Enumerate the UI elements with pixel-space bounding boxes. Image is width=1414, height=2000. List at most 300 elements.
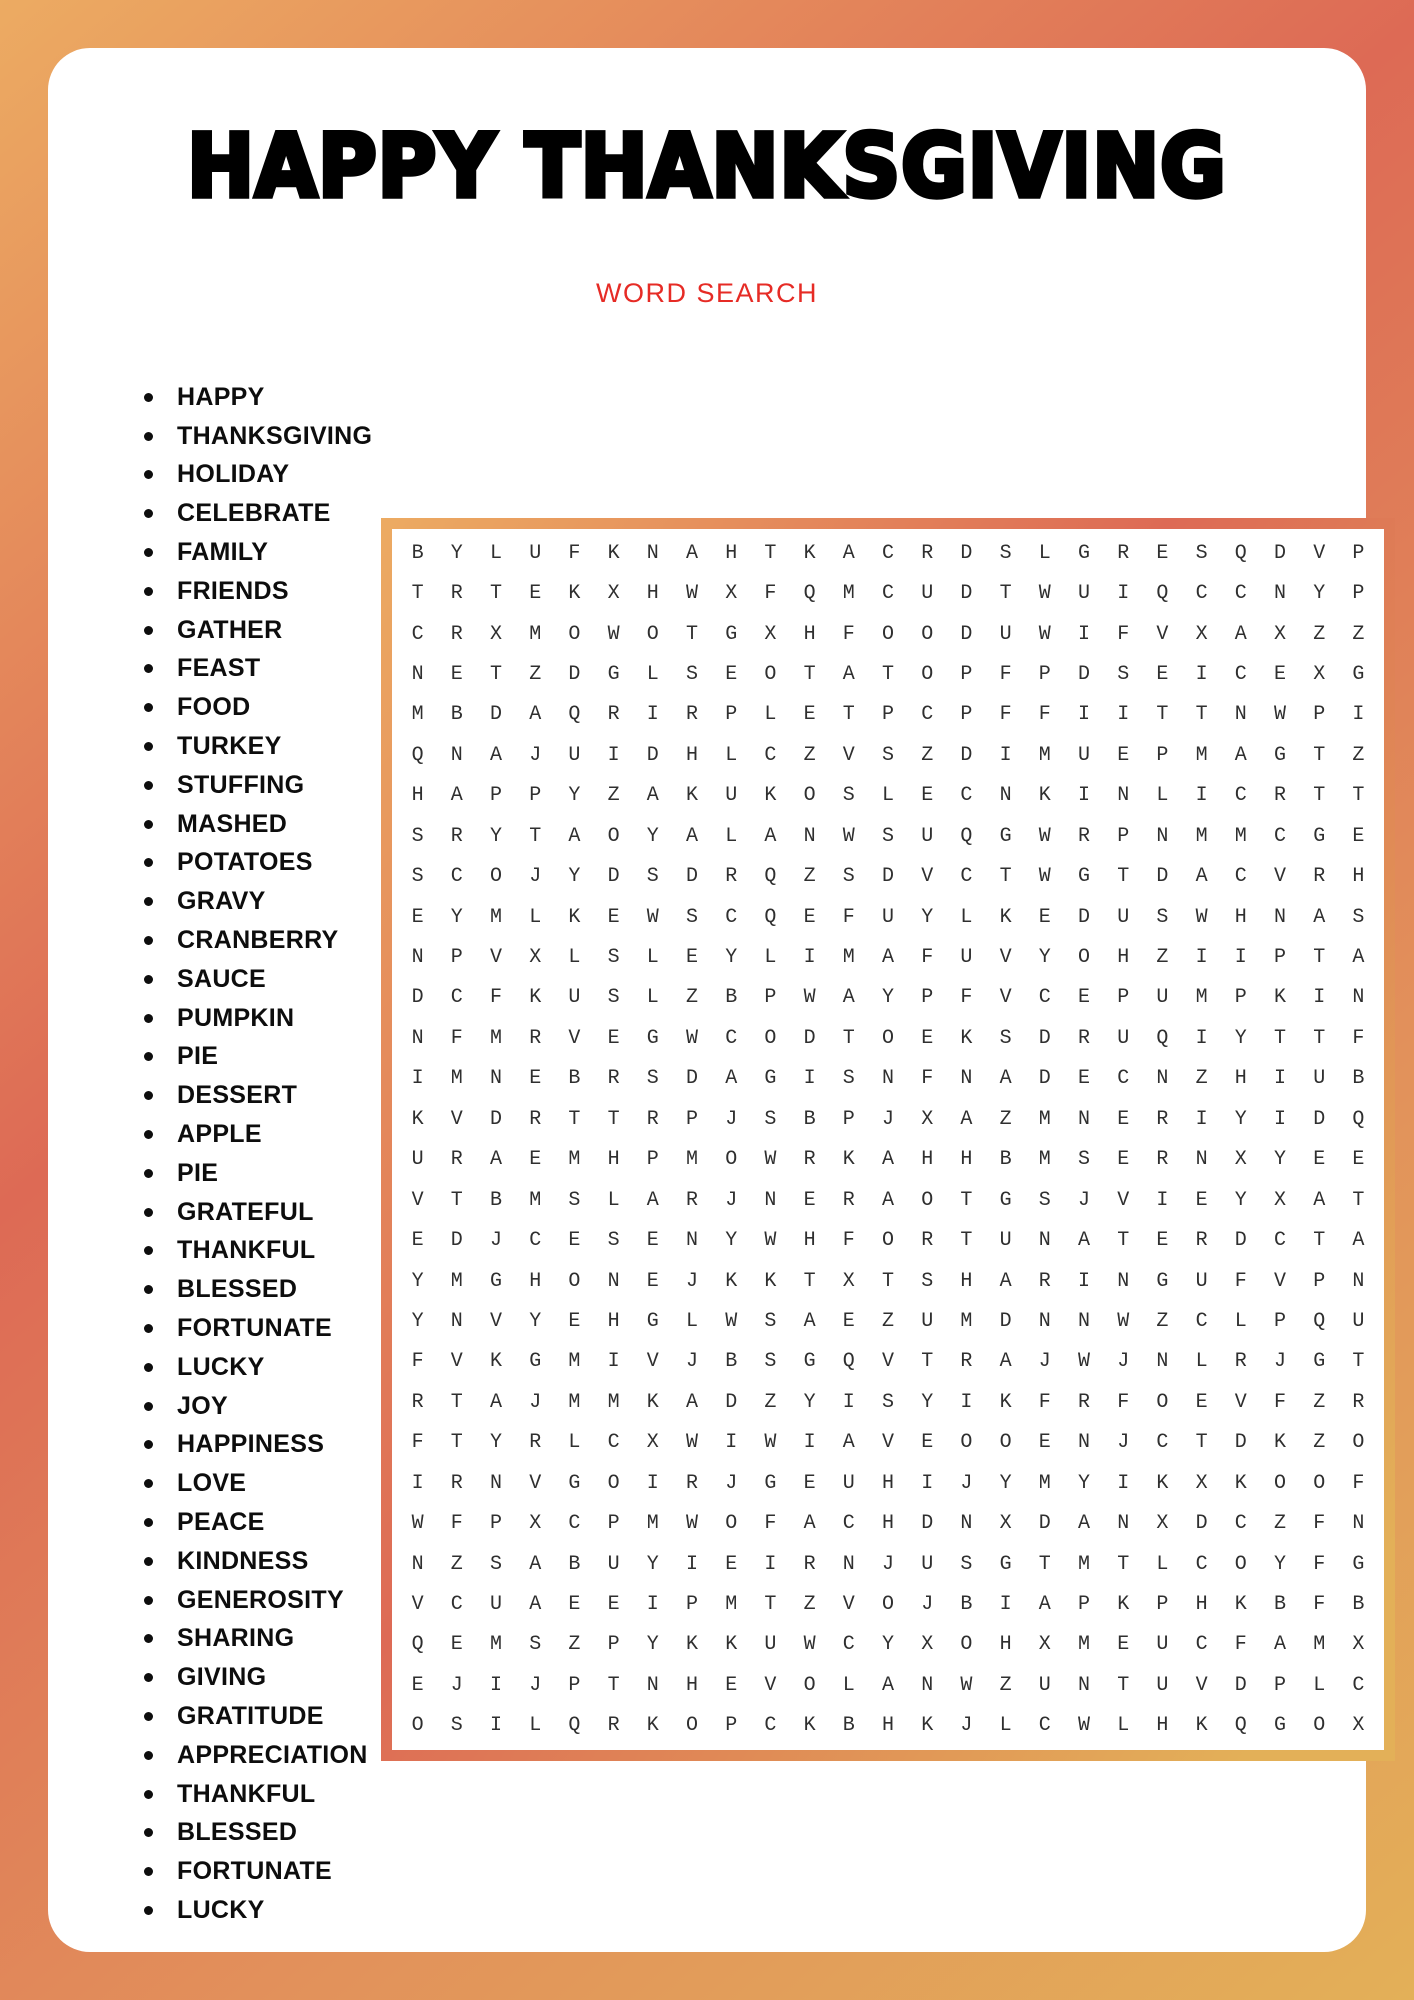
grid-cell[interactable]: U — [1077, 743, 1090, 767]
grid-cell[interactable]: G — [764, 1471, 777, 1495]
grid-cell[interactable]: L — [764, 703, 777, 727]
grid-cell[interactable]: N — [1038, 1309, 1051, 1333]
grid-cell[interactable]: I — [999, 1592, 1012, 1616]
grid-cell[interactable]: F — [764, 582, 777, 606]
grid-cell[interactable]: C — [450, 1592, 463, 1616]
grid-cell[interactable]: T — [1313, 1026, 1326, 1050]
grid-cell[interactable]: V — [1234, 1390, 1247, 1414]
grid-cell[interactable]: D — [1156, 865, 1169, 889]
grid-cell[interactable]: R — [1077, 824, 1090, 848]
grid-cell[interactable]: L — [489, 541, 502, 565]
grid-cell[interactable]: M — [1077, 1633, 1090, 1657]
grid-cell[interactable]: O — [764, 1026, 777, 1050]
grid-cell[interactable]: P — [1273, 1673, 1286, 1697]
grid-cell[interactable]: H — [1234, 1067, 1247, 1091]
grid-cell[interactable]: V — [568, 1026, 581, 1050]
grid-cell[interactable]: P — [842, 1107, 855, 1131]
grid-cell[interactable]: Q — [411, 743, 424, 767]
grid-cell[interactable]: Z — [881, 1309, 894, 1333]
grid-cell[interactable]: L — [725, 824, 738, 848]
grid-cell[interactable]: P — [725, 1714, 738, 1738]
grid-cell[interactable]: I — [1077, 1269, 1090, 1293]
grid-cell[interactable]: J — [725, 1107, 738, 1131]
grid-cell[interactable]: X — [1313, 663, 1326, 686]
grid-cell[interactable]: T — [1117, 865, 1130, 889]
grid-cell[interactable]: U — [1156, 1633, 1169, 1657]
grid-cell[interactable]: H — [881, 1471, 894, 1495]
grid-cell[interactable]: E — [529, 1067, 542, 1091]
grid-cell[interactable]: F — [842, 1229, 855, 1253]
grid-cell[interactable]: E — [725, 1552, 738, 1576]
grid-cell[interactable]: J — [529, 1390, 542, 1414]
grid-cell[interactable]: I — [1077, 784, 1090, 808]
grid-cell[interactable]: A — [881, 946, 894, 970]
grid-cell[interactable]: X — [842, 1269, 855, 1293]
grid-cell[interactable]: D — [1234, 1229, 1247, 1253]
grid-cell[interactable]: S — [411, 865, 424, 889]
grid-cell[interactable]: W — [1077, 1714, 1090, 1738]
grid-cell[interactable]: I — [1195, 784, 1208, 808]
grid-cell[interactable]: C — [1195, 582, 1208, 606]
grid-cell[interactable]: S — [529, 1633, 542, 1657]
grid-cell[interactable]: S — [1077, 1148, 1090, 1172]
grid-cell[interactable]: A — [803, 1512, 816, 1536]
grid-cell[interactable]: Y — [1313, 582, 1326, 606]
grid-cell[interactable]: J — [1077, 1188, 1090, 1212]
grid-cell[interactable]: P — [1352, 582, 1365, 606]
grid-cell[interactable]: R — [646, 1107, 659, 1131]
grid-cell[interactable]: T — [1313, 1229, 1326, 1253]
grid-cell[interactable]: L — [881, 784, 894, 808]
grid-cell[interactable]: D — [489, 703, 502, 727]
grid-cell[interactable]: L — [1313, 1673, 1326, 1697]
grid-cell[interactable]: E — [607, 1592, 620, 1616]
grid-cell[interactable]: M — [646, 1512, 659, 1536]
grid-cell[interactable]: Y — [489, 824, 502, 848]
grid-cell[interactable]: N — [411, 946, 424, 970]
grid-cell[interactable]: N — [1352, 1269, 1365, 1293]
grid-cell[interactable]: X — [921, 1633, 934, 1657]
grid-cell[interactable]: R — [450, 824, 463, 848]
grid-cell[interactable]: N — [1077, 1673, 1090, 1697]
grid-cell[interactable]: P — [1352, 541, 1365, 565]
grid-cell[interactable]: B — [489, 1188, 502, 1212]
grid-cell[interactable]: A — [646, 1188, 659, 1212]
grid-cell[interactable]: U — [764, 1633, 777, 1657]
grid-cell[interactable]: R — [921, 541, 934, 565]
grid-cell[interactable]: V — [1156, 622, 1169, 646]
grid-cell[interactable]: W — [764, 1431, 777, 1455]
grid-cell[interactable]: Z — [803, 743, 816, 767]
grid-cell[interactable]: D — [725, 1390, 738, 1414]
grid-cell[interactable]: U — [489, 1592, 502, 1616]
grid-cell[interactable]: Y — [725, 946, 738, 970]
grid-cell[interactable]: E — [1156, 1229, 1169, 1253]
grid-cell[interactable]: Y — [1077, 1471, 1090, 1495]
grid-cell[interactable]: T — [999, 582, 1012, 606]
grid-cell[interactable]: R — [529, 1107, 542, 1131]
grid-cell[interactable]: S — [685, 905, 698, 929]
grid-cell[interactable]: D — [960, 582, 973, 606]
grid-cell[interactable]: T — [450, 1390, 463, 1414]
grid-cell[interactable]: T — [999, 865, 1012, 889]
grid-cell[interactable]: L — [529, 1714, 542, 1738]
grid-cell[interactable]: H — [881, 1512, 894, 1536]
grid-cell[interactable]: Y — [568, 784, 581, 808]
grid-cell[interactable]: E — [1195, 1390, 1208, 1414]
grid-cell[interactable]: I — [803, 1431, 816, 1455]
grid-cell[interactable]: F — [999, 663, 1012, 686]
grid-cell[interactable]: S — [1352, 905, 1365, 929]
grid-cell[interactable]: A — [999, 1269, 1012, 1293]
grid-cell[interactable]: S — [842, 1067, 855, 1091]
grid-cell[interactable]: S — [489, 1552, 502, 1576]
grid-cell[interactable]: O — [881, 1229, 894, 1253]
grid-cell[interactable]: C — [842, 1512, 855, 1536]
grid-cell[interactable]: P — [725, 703, 738, 727]
grid-cell[interactable]: O — [803, 784, 816, 808]
grid-cell[interactable]: A — [450, 784, 463, 808]
grid-cell[interactable]: U — [568, 986, 581, 1010]
grid-cell[interactable]: L — [1156, 1552, 1169, 1576]
grid-cell[interactable]: R — [921, 1229, 934, 1253]
grid-cell[interactable]: L — [646, 946, 659, 970]
grid-cell[interactable]: F — [411, 1431, 424, 1455]
grid-cell[interactable]: R — [450, 622, 463, 646]
grid-cell[interactable]: V — [450, 1107, 463, 1131]
grid-cell[interactable]: Z — [1313, 1431, 1326, 1455]
grid-cell[interactable]: C — [725, 905, 738, 929]
grid-cell[interactable]: E — [1273, 663, 1286, 686]
grid-cell[interactable]: Z — [1156, 1309, 1169, 1333]
grid-cell[interactable]: I — [1234, 946, 1247, 970]
grid-cell[interactable]: P — [1077, 1592, 1090, 1616]
grid-cell[interactable]: K — [803, 541, 816, 565]
grid-cell[interactable]: Q — [764, 865, 777, 889]
grid-cell[interactable]: O — [921, 663, 934, 686]
grid-cell[interactable]: H — [646, 582, 659, 606]
grid-cell[interactable]: B — [725, 1350, 738, 1374]
grid-cell[interactable]: Q — [842, 1350, 855, 1374]
grid-cell[interactable]: S — [842, 784, 855, 808]
grid-cell[interactable]: F — [568, 541, 581, 565]
grid-cell[interactable]: L — [607, 1188, 620, 1212]
grid-cell[interactable]: S — [764, 1309, 777, 1333]
grid-cell[interactable]: K — [1156, 1471, 1169, 1495]
grid-cell[interactable]: J — [685, 1350, 698, 1374]
grid-cell[interactable]: K — [529, 986, 542, 1010]
grid-cell[interactable]: L — [842, 1673, 855, 1697]
grid-cell[interactable]: C — [960, 784, 973, 808]
grid-cell[interactable]: Z — [1273, 1512, 1286, 1536]
grid-cell[interactable]: H — [1234, 905, 1247, 929]
grid-cell[interactable]: F — [411, 1350, 424, 1374]
grid-cell[interactable]: K — [568, 905, 581, 929]
grid-cell[interactable]: M — [1038, 743, 1051, 767]
grid-cell[interactable]: E — [568, 1229, 581, 1253]
grid-cell[interactable]: R — [685, 1471, 698, 1495]
grid-cell[interactable]: U — [1156, 986, 1169, 1010]
grid-cell[interactable]: L — [646, 663, 659, 686]
grid-cell[interactable]: F — [1038, 1390, 1051, 1414]
grid-cell[interactable]: M — [450, 1067, 463, 1091]
grid-cell[interactable]: V — [842, 1592, 855, 1616]
grid-cell[interactable]: P — [1234, 986, 1247, 1010]
grid-cell[interactable]: D — [881, 865, 894, 889]
grid-cell[interactable]: E — [568, 1592, 581, 1616]
grid-cell[interactable]: L — [1117, 1714, 1130, 1738]
grid-cell[interactable]: I — [489, 1714, 502, 1738]
grid-cell[interactable]: A — [529, 1552, 542, 1576]
grid-cell[interactable]: W — [607, 622, 620, 646]
grid-cell[interactable]: T — [1117, 1552, 1130, 1576]
grid-cell[interactable]: C — [1234, 784, 1247, 808]
grid-cell[interactable]: C — [764, 1714, 777, 1738]
grid-cell[interactable]: M — [489, 1633, 502, 1657]
grid-cell[interactable]: N — [1156, 1067, 1169, 1091]
grid-cell[interactable]: H — [685, 1673, 698, 1697]
grid-cell[interactable]: O — [725, 1512, 738, 1536]
grid-cell[interactable]: E — [1352, 824, 1365, 848]
grid-cell[interactable]: C — [450, 986, 463, 1010]
grid-cell[interactable]: W — [1117, 1309, 1130, 1333]
grid-cell[interactable]: R — [1038, 1269, 1051, 1293]
grid-cell[interactable]: N — [1077, 1107, 1090, 1131]
grid-cell[interactable]: W — [685, 1512, 698, 1536]
grid-cell[interactable]: D — [1038, 1026, 1051, 1050]
grid-cell[interactable]: R — [842, 1188, 855, 1212]
grid-cell[interactable]: Y — [803, 1390, 816, 1414]
grid-cell[interactable]: O — [1313, 1714, 1326, 1738]
grid-cell[interactable]: A — [842, 541, 855, 565]
grid-cell[interactable]: X — [921, 1107, 934, 1131]
grid-cell[interactable]: W — [764, 1148, 777, 1172]
grid-cell[interactable]: J — [960, 1471, 973, 1495]
grid-cell[interactable]: Z — [921, 743, 934, 767]
grid-cell[interactable]: A — [1077, 1229, 1090, 1253]
grid-cell[interactable]: S — [960, 1552, 973, 1576]
grid-cell[interactable]: U — [529, 541, 542, 565]
grid-cell[interactable]: T — [450, 1188, 463, 1212]
grid-cell[interactable]: A — [764, 824, 777, 848]
grid-cell[interactable]: K — [1273, 1431, 1286, 1455]
grid-cell[interactable]: T — [1117, 1673, 1130, 1697]
grid-cell[interactable]: E — [842, 1309, 855, 1333]
grid-cell[interactable]: P — [529, 784, 542, 808]
grid-cell[interactable]: K — [999, 1390, 1012, 1414]
grid-cell[interactable]: S — [1156, 905, 1169, 929]
grid-cell[interactable]: N — [1117, 1269, 1130, 1293]
grid-cell[interactable]: K — [1234, 1471, 1247, 1495]
grid-cell[interactable]: Y — [1038, 946, 1051, 970]
grid-cell[interactable]: G — [489, 1269, 502, 1293]
grid-cell[interactable]: V — [881, 1431, 894, 1455]
grid-cell[interactable]: I — [1156, 1188, 1169, 1212]
grid-cell[interactable]: S — [1195, 541, 1208, 565]
grid-cell[interactable]: N — [411, 1026, 424, 1050]
grid-cell[interactable]: G — [764, 1067, 777, 1091]
grid-cell[interactable]: Y — [1273, 1552, 1286, 1576]
grid-cell[interactable]: O — [607, 824, 620, 848]
grid-cell[interactable]: X — [764, 622, 777, 646]
grid-cell[interactable]: W — [646, 905, 659, 929]
grid-cell[interactable]: I — [1195, 1026, 1208, 1050]
grid-cell[interactable]: O — [646, 622, 659, 646]
grid-cell[interactable]: G — [1352, 1552, 1365, 1576]
grid-cell[interactable]: O — [764, 663, 777, 686]
grid-cell[interactable]: I — [803, 1067, 816, 1091]
grid-cell[interactable]: W — [1038, 824, 1051, 848]
grid-cell[interactable]: A — [489, 1148, 502, 1172]
grid-cell[interactable]: N — [960, 1067, 973, 1091]
grid-cell[interactable]: E — [803, 1471, 816, 1495]
grid-cell[interactable]: R — [411, 1390, 424, 1414]
grid-cell[interactable]: G — [999, 1188, 1012, 1212]
grid-cell[interactable]: F — [1117, 622, 1130, 646]
grid-cell[interactable]: R — [725, 865, 738, 889]
grid-cell[interactable]: A — [685, 541, 698, 565]
grid-cell[interactable]: E — [725, 1673, 738, 1697]
grid-cell[interactable]: M — [725, 1592, 738, 1616]
grid-cell[interactable]: T — [1273, 1026, 1286, 1050]
grid-cell[interactable]: N — [411, 663, 424, 686]
grid-cell[interactable]: V — [646, 1350, 659, 1374]
grid-cell[interactable]: C — [1273, 1229, 1286, 1253]
grid-cell[interactable]: E — [568, 1309, 581, 1333]
grid-cell[interactable]: V — [842, 743, 855, 767]
grid-cell[interactable]: T — [685, 622, 698, 646]
grid-cell[interactable]: J — [960, 1714, 973, 1738]
grid-cell[interactable]: P — [685, 1592, 698, 1616]
grid-cell[interactable]: J — [725, 1188, 738, 1212]
letter-grid[interactable] — [392, 529, 1384, 1750]
grid-cell[interactable]: P — [489, 1512, 502, 1536]
grid-cell[interactable]: R — [450, 582, 463, 606]
grid-cell[interactable]: Y — [646, 1552, 659, 1576]
grid-cell[interactable]: N — [1352, 1512, 1365, 1536]
grid-cell[interactable]: R — [803, 1552, 816, 1576]
grid-cell[interactable]: E — [725, 663, 738, 686]
grid-cell[interactable]: B — [842, 1714, 855, 1738]
grid-cell[interactable]: W — [1038, 622, 1051, 646]
grid-cell[interactable]: C — [450, 865, 463, 889]
grid-cell[interactable]: O — [489, 865, 502, 889]
grid-cell[interactable]: G — [1156, 1269, 1169, 1293]
grid-cell[interactable]: U — [1195, 1269, 1208, 1293]
grid-cell[interactable]: D — [1313, 1107, 1326, 1131]
grid-cell[interactable]: D — [489, 1107, 502, 1131]
grid-cell[interactable]: F — [960, 986, 973, 1010]
grid-cell[interactable]: L — [999, 1714, 1012, 1738]
grid-cell[interactable]: P — [1117, 986, 1130, 1010]
grid-cell[interactable]: C — [1195, 1633, 1208, 1657]
grid-cell[interactable]: Q — [1156, 1026, 1169, 1050]
grid-cell[interactable]: O — [960, 1431, 973, 1455]
grid-cell[interactable]: J — [881, 1107, 894, 1131]
grid-cell[interactable]: R — [607, 1067, 620, 1091]
grid-cell[interactable]: R — [803, 1148, 816, 1172]
grid-cell[interactable]: F — [1038, 703, 1051, 727]
grid-cell[interactable]: R — [607, 703, 620, 727]
grid-cell[interactable]: N — [881, 1067, 894, 1091]
grid-cell[interactable]: T — [1313, 743, 1326, 767]
grid-cell[interactable]: V — [1313, 541, 1326, 565]
grid-cell[interactable]: X — [489, 622, 502, 646]
grid-cell[interactable]: M — [450, 1269, 463, 1293]
grid-cell[interactable]: D — [685, 1067, 698, 1091]
grid-cell[interactable]: S — [1038, 1188, 1051, 1212]
grid-cell[interactable]: T — [764, 1592, 777, 1616]
grid-cell[interactable]: Y — [450, 541, 463, 565]
grid-cell[interactable]: W — [1077, 1350, 1090, 1374]
grid-cell[interactable]: S — [999, 1026, 1012, 1050]
grid-cell[interactable]: H — [803, 1229, 816, 1253]
grid-cell[interactable]: C — [529, 1229, 542, 1253]
grid-cell[interactable]: E — [1117, 1107, 1130, 1131]
grid-cell[interactable]: A — [803, 1309, 816, 1333]
grid-cell[interactable]: O — [1352, 1431, 1365, 1455]
grid-cell[interactable]: G — [1273, 743, 1286, 767]
grid-cell[interactable]: L — [1234, 1309, 1247, 1333]
grid-cell[interactable]: J — [725, 1471, 738, 1495]
grid-cell[interactable]: O — [1234, 1552, 1247, 1576]
grid-cell[interactable]: D — [411, 986, 424, 1010]
grid-cell[interactable]: I — [960, 1390, 973, 1414]
grid-cell[interactable]: R — [450, 1148, 463, 1172]
grid-cell[interactable]: J — [529, 743, 542, 767]
grid-cell[interactable]: A — [1352, 1229, 1365, 1253]
grid-cell[interactable]: M — [960, 1309, 973, 1333]
grid-cell[interactable]: S — [881, 743, 894, 767]
grid-cell[interactable]: B — [411, 541, 424, 565]
grid-cell[interactable]: G — [725, 622, 738, 646]
grid-cell[interactable]: G — [607, 663, 620, 686]
grid-cell[interactable]: X — [1195, 1471, 1208, 1495]
grid-cell[interactable]: A — [881, 1148, 894, 1172]
grid-cell[interactable]: F — [450, 1026, 463, 1050]
grid-cell[interactable]: A — [725, 1067, 738, 1091]
grid-cell[interactable]: X — [1352, 1633, 1365, 1657]
grid-cell[interactable]: C — [725, 1026, 738, 1050]
grid-cell[interactable]: X — [646, 1431, 659, 1455]
grid-cell[interactable]: L — [1038, 541, 1051, 565]
grid-cell[interactable]: O — [881, 1592, 894, 1616]
grid-cell[interactable]: N — [1273, 905, 1286, 929]
grid-cell[interactable]: L — [1156, 784, 1169, 808]
grid-cell[interactable]: I — [607, 743, 620, 767]
grid-cell[interactable]: Y — [725, 1229, 738, 1253]
grid-cell[interactable]: M — [529, 1188, 542, 1212]
grid-cell[interactable]: O — [881, 1026, 894, 1050]
grid-cell[interactable]: G — [568, 1471, 581, 1495]
grid-cell[interactable]: E — [1352, 1148, 1365, 1172]
grid-cell[interactable]: P — [764, 986, 777, 1010]
grid-cell[interactable]: Z — [529, 663, 542, 686]
grid-cell[interactable]: Z — [1313, 622, 1326, 646]
grid-cell[interactable]: J — [1117, 1431, 1130, 1455]
grid-cell[interactable]: U — [921, 582, 934, 606]
grid-cell[interactable]: Q — [1156, 582, 1169, 606]
grid-cell[interactable]: L — [725, 743, 738, 767]
grid-cell[interactable]: I — [921, 1471, 934, 1495]
grid-cell[interactable]: E — [1038, 905, 1051, 929]
grid-cell[interactable]: T — [568, 1107, 581, 1131]
grid-cell[interactable]: R — [1117, 541, 1130, 565]
grid-cell[interactable]: I — [646, 1592, 659, 1616]
grid-cell[interactable]: N — [764, 1188, 777, 1212]
grid-cell[interactable]: Q — [803, 582, 816, 606]
grid-cell[interactable]: Q — [1352, 1107, 1365, 1131]
